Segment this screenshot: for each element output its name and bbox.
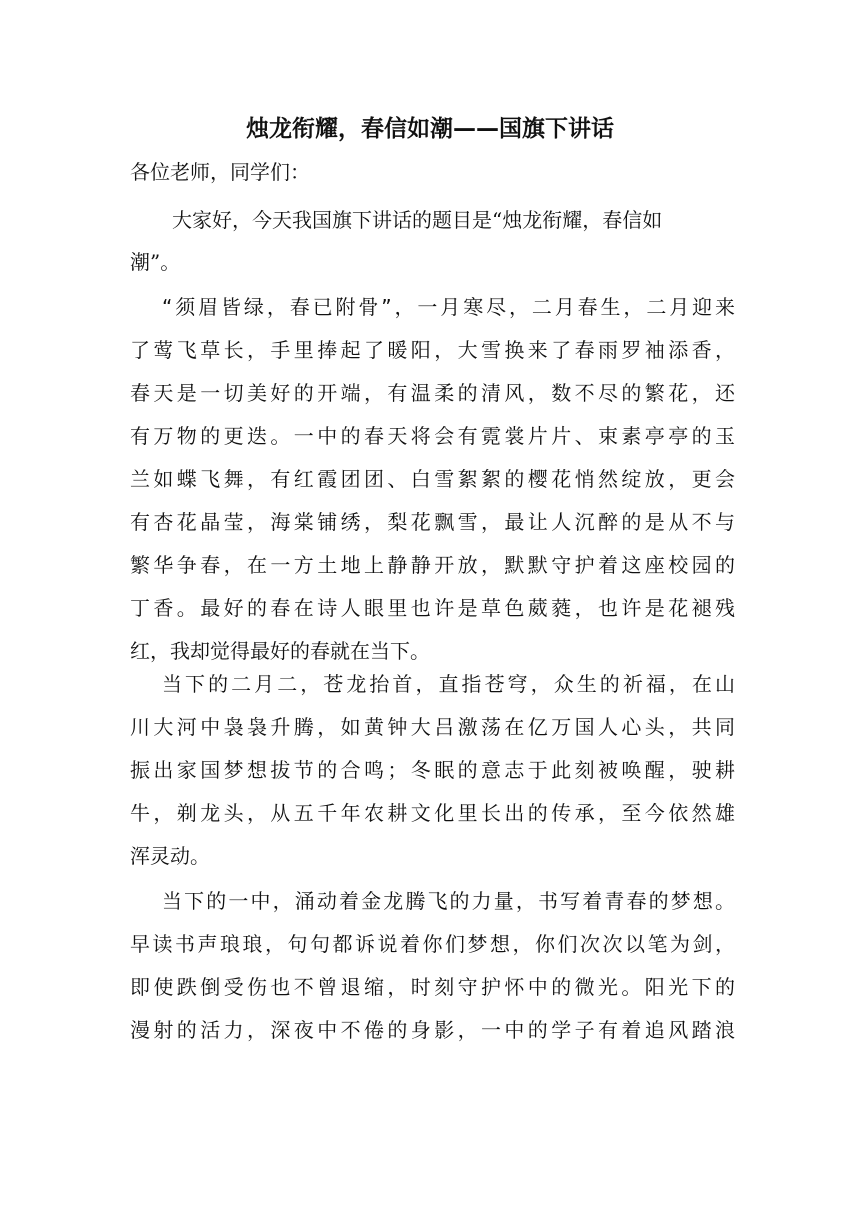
intro-paragraph xyxy=(130,199,735,283)
paragraph-line: 红，我却觉得最好的春就在当下。 xyxy=(130,639,430,663)
paragraph-line: 漫射的活力，深夜中不倦的身影，一中的学子有着追风踏浪 xyxy=(130,1018,735,1042)
salutation: 各位老师，同学们： xyxy=(130,160,310,184)
paragraph-line: 牛，剃龙头，从五千年农耕文化里长出的传承，至今依然雄 xyxy=(130,801,735,825)
paragraph-line: 早读书声琅琅，句句都诉说着你们梦想，你们次次以笔为剑， xyxy=(130,932,735,956)
paragraph-line: 兰如蝶飞舞，有红霞团团、白雪絮絮的樱花悄然绽放，更会 xyxy=(130,467,735,491)
body-paragraph-dragon xyxy=(130,663,735,878)
paragraph-line: 当下的一中，涌动着金龙腾飞的力量，书写着青春的梦想。 xyxy=(162,889,735,913)
document-title: 烛龙衔耀，春信如潮——国旗下讲话 xyxy=(246,116,614,142)
paragraph-line: 即使跌倒受伤也不曾退缩，时刻守护怀中的微光。阳光下的 xyxy=(130,975,735,999)
intro-line: 潮”。 xyxy=(130,250,181,274)
paragraph-line: 有万物的更迭。一中的春天将会有霓裳片片、束素亭亭的玉 xyxy=(130,424,735,448)
paragraph-line: 振出家国梦想拔节的合鸣；冬眠的意志于此刻被唤醒，驶耕 xyxy=(130,758,735,782)
paragraph-line: 有杏花晶莹，海棠铺绣，梨花飘雪，最让人沉醉的是从不与 xyxy=(130,510,735,534)
body-paragraph-spring xyxy=(130,286,735,673)
body-paragraph-school xyxy=(130,880,735,1052)
paragraph-line: 春天是一切美好的开端，有温柔的清风，数不尽的繁花，还 xyxy=(130,381,735,405)
paragraph-line: 繁华争春，在一方土地上静静开放，默默守护着这座校园的 xyxy=(130,553,735,577)
paragraph-line: 川大河中袅袅升腾，如黄钟大吕激荡在亿万国人心头，共同 xyxy=(130,715,735,739)
paragraph-line: 了莺飞草长，手里捧起了暖阳，大雪换来了春雨罗袖添香， xyxy=(130,338,735,362)
paragraph-line: 当下的二月二，苍龙抬首，直指苍穹，众生的祈福，在山 xyxy=(162,672,735,696)
paragraph-line: 丁香。最好的春在诗人眼里也许是草色葳蕤，也许是花褪残 xyxy=(130,596,735,620)
paragraph-line: “须眉皆绿，春已附骨”，一月寒尽，二月春生，二月迎来 xyxy=(162,295,735,319)
intro-line: 大家好，今天我国旗下讲话的题目是“烛龙衔耀，春信如 xyxy=(172,208,663,232)
paragraph-line: 浑灵动。 xyxy=(130,844,210,868)
